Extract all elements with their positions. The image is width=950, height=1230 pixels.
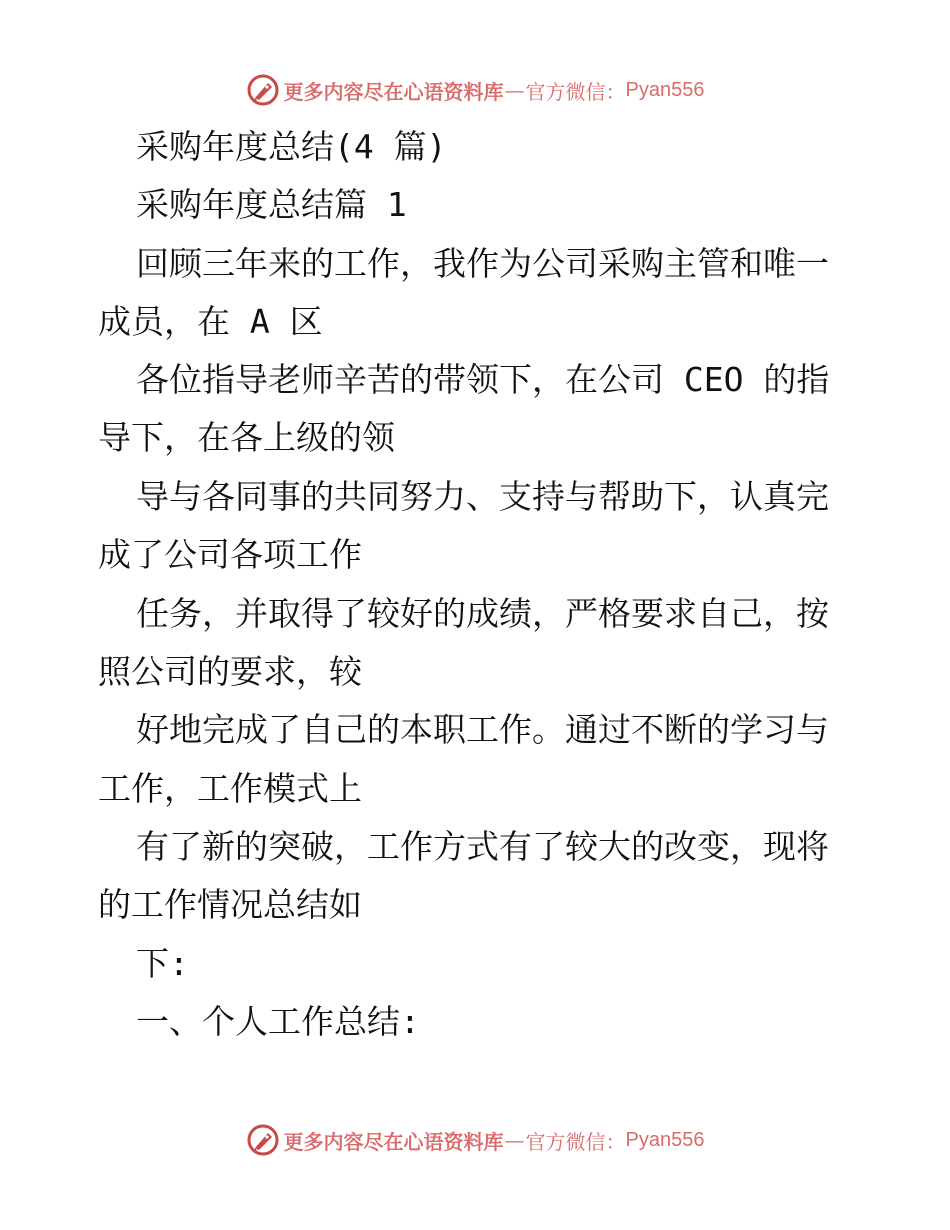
paragraph-line: 好地完成了自己的本职工作。通过不断的学习与 — [136, 710, 829, 749]
paragraph-line: 任务，并取得了较好的成绩，严格要求自己，按 — [136, 594, 829, 633]
paragraph-line: 回顾三年来的工作，我作为公司采购主管和唯一 — [136, 244, 829, 283]
paragraph-line: 各位指导老师辛苦的带领下，在公司 CEO 的指 — [136, 360, 830, 399]
banner-text: 更多内容尽在心语资料库 — [283, 1129, 504, 1154]
banner-text: 更多内容尽在心语资料库 — [283, 79, 504, 104]
pen-nib-logo-icon — [246, 73, 280, 107]
document-title: 采购年度总结(4 篇) — [136, 127, 447, 166]
banner-dash: — — [504, 78, 525, 102]
paragraph-line: 下: — [136, 944, 189, 983]
footer-watermark-banner — [0, 1120, 950, 1160]
paragraph-line: 工作，工作模式上 — [98, 769, 362, 808]
section-title: 采购年度总结篇 1 — [136, 185, 407, 224]
paragraph-line: 有了新的突破，工作方式有了较大的改变，现将 — [136, 827, 829, 866]
paragraph-line: 成了公司各项工作 — [98, 535, 362, 574]
header-watermark-banner — [0, 70, 950, 110]
banner-wechat-id: Pyan556 — [625, 1128, 705, 1151]
paragraph-line: 的工作情况总结如 — [98, 885, 362, 924]
banner-wechat-label: 官方微信： — [525, 1129, 626, 1154]
heading-line: 一、个人工作总结: — [136, 1002, 420, 1041]
banner-dash: — — [504, 1128, 525, 1152]
paragraph-line: 导下，在各上级的领 — [98, 418, 395, 457]
paragraph-line: 导与各同事的共同努力、支持与帮助下，认真完 — [136, 477, 829, 516]
paragraph-line: 成员，在 A 区 — [98, 302, 323, 341]
paragraph-line: 照公司的要求，较 — [98, 652, 362, 691]
banner-wechat-id: Pyan556 — [625, 78, 705, 101]
banner-wechat-label: 官方微信： — [525, 79, 626, 104]
pen-nib-logo-icon — [246, 1123, 280, 1157]
